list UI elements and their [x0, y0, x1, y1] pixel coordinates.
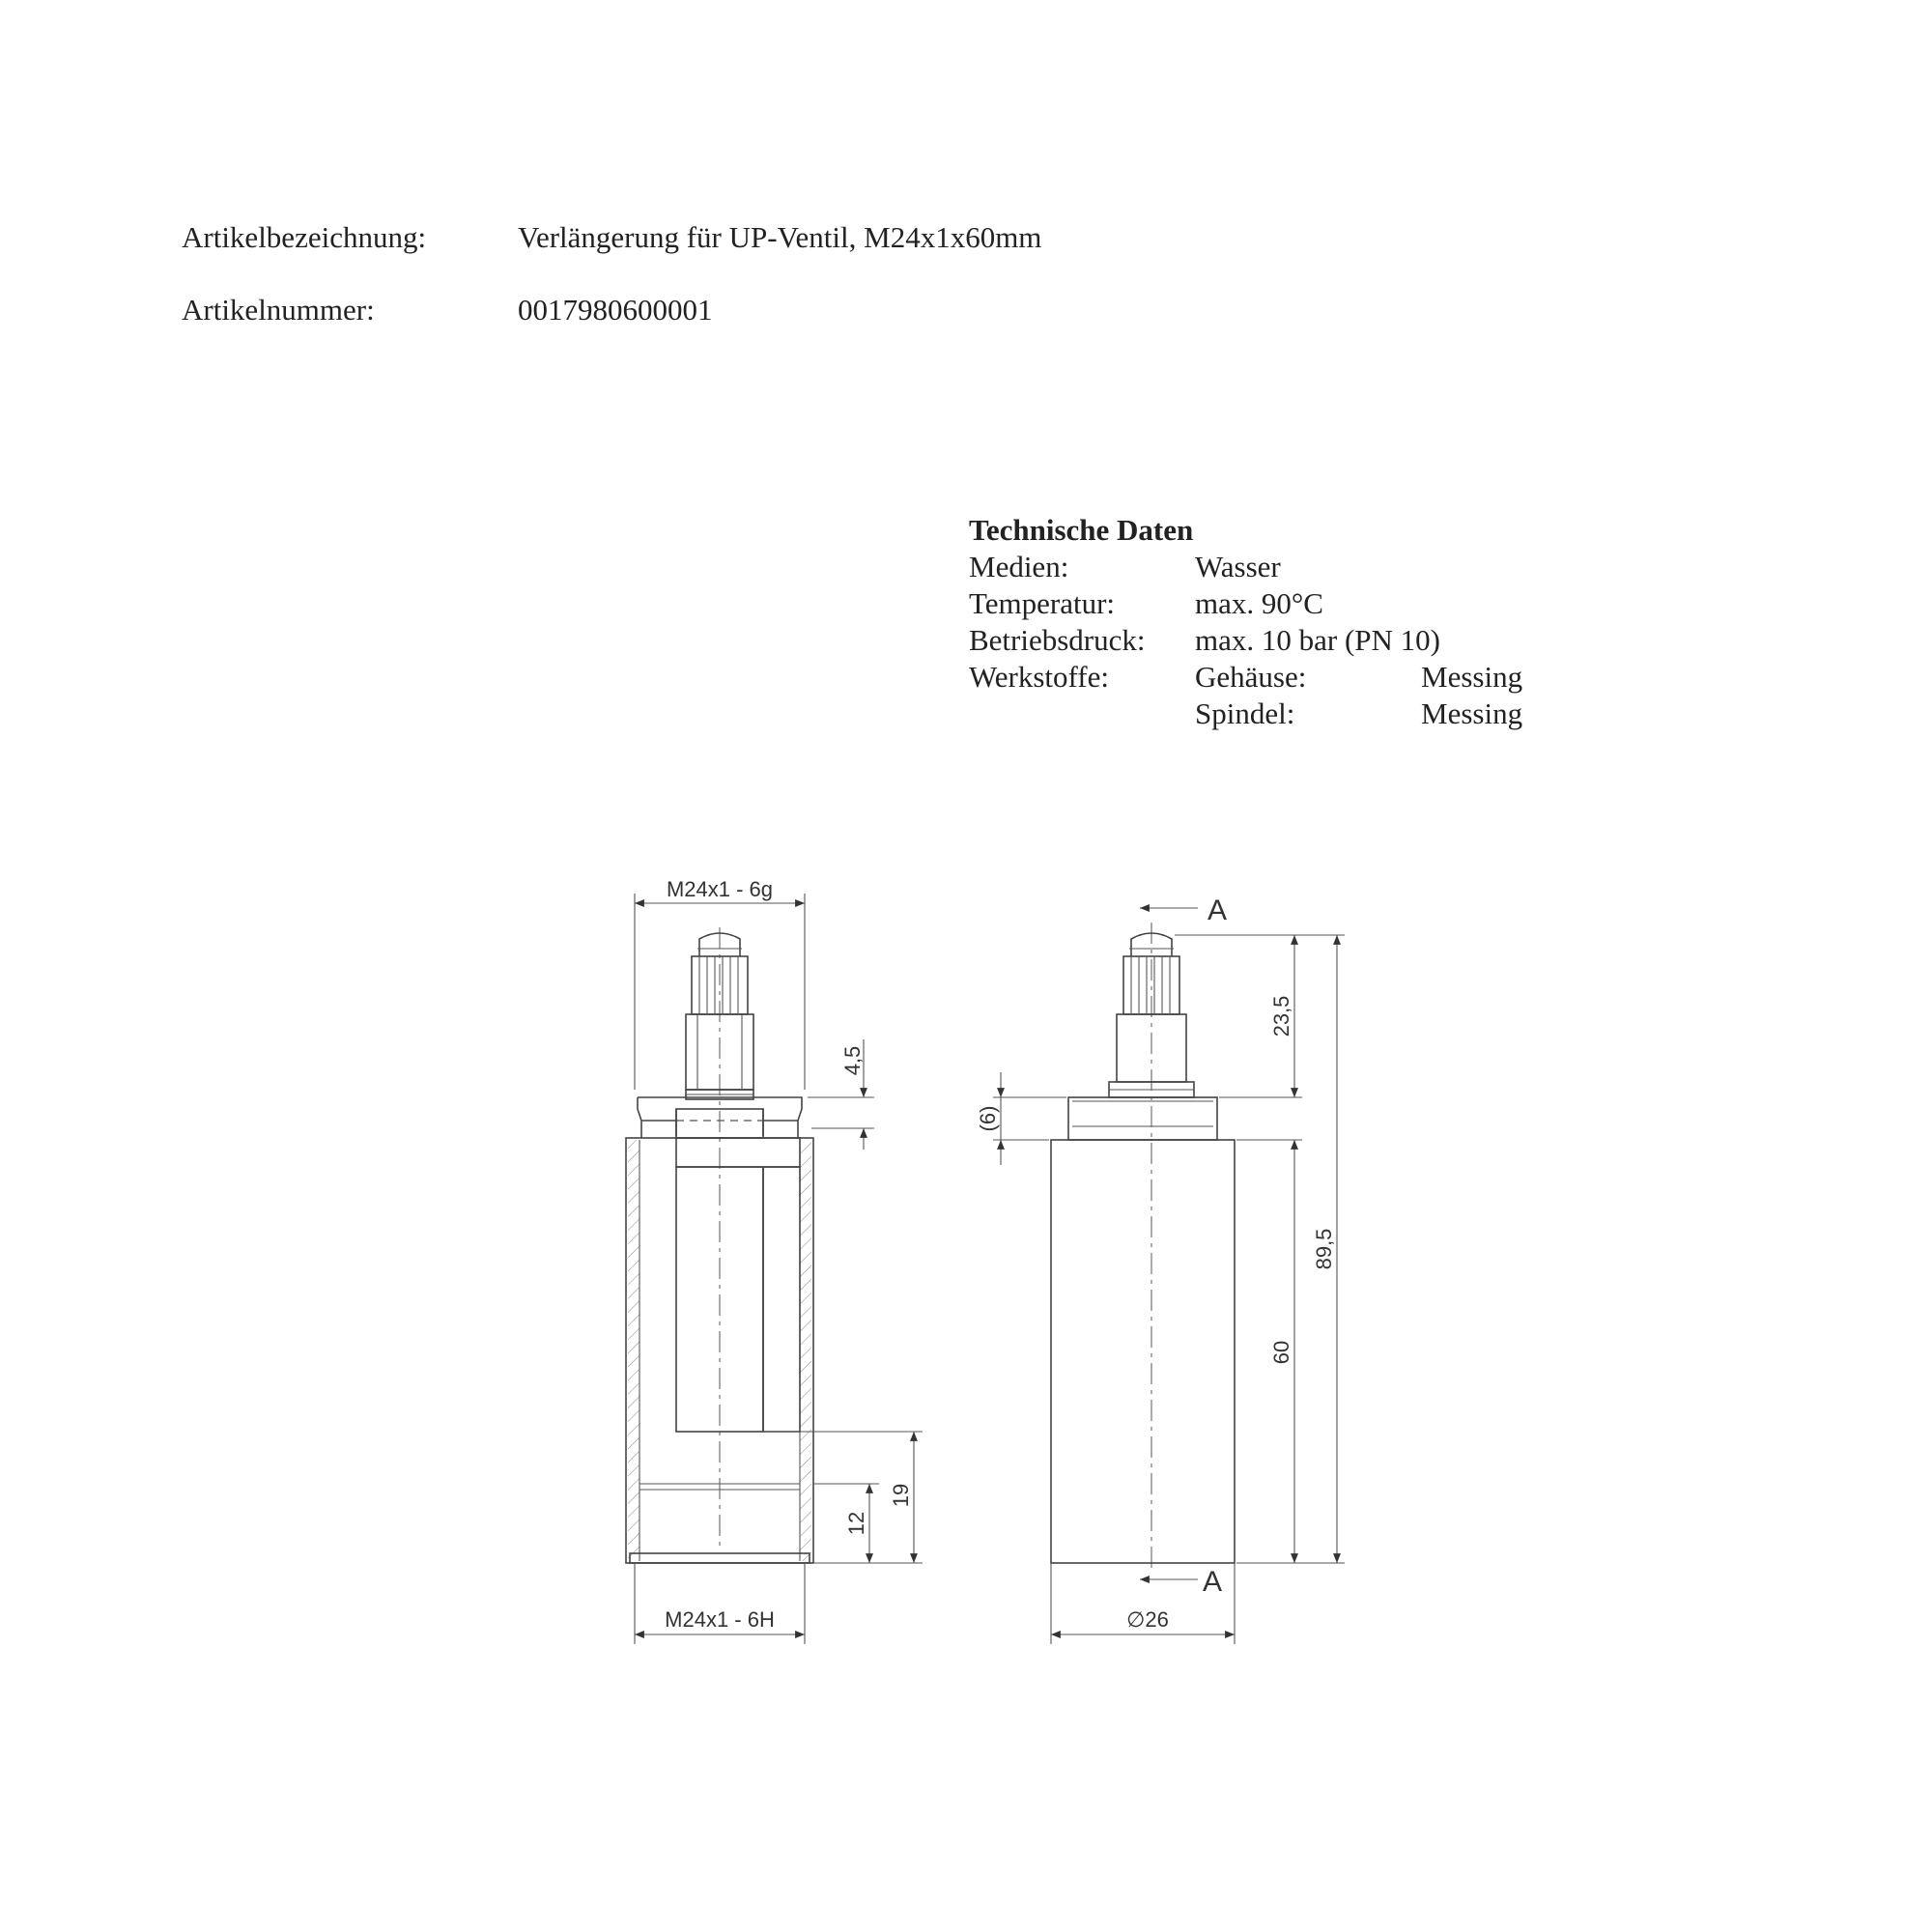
exterior-view: [976, 895, 1345, 1644]
media-label: Medien:: [969, 550, 1069, 583]
article-designation-value: Verlängerung für UP-Ventil, M24x1x60mm: [518, 220, 1042, 254]
pressure-label: Betriebsdruck:: [969, 623, 1146, 657]
dim-19: 19: [889, 1483, 913, 1508]
section-label-bottom: A: [1203, 1566, 1223, 1598]
wall-hatch-left: [628, 1140, 639, 1561]
dim-23-5: 23,5: [1269, 995, 1293, 1037]
materials-label: Werkstoffe:: [969, 660, 1109, 694]
section-label-top: A: [1208, 895, 1228, 926]
spindle-label: Spindel:: [1195, 696, 1295, 730]
tech-heading: Technische Daten: [969, 513, 1194, 547]
dim-12: 12: [844, 1511, 868, 1536]
article-designation-label: Artikelbezeichnung:: [182, 220, 427, 254]
outer-body-right: [1051, 1140, 1235, 1563]
dim-89-5: 89,5: [1312, 1228, 1336, 1270]
dim-thread-top: M24x1 - 6g: [666, 877, 774, 901]
flange-right: [1068, 1097, 1217, 1140]
housing-value: Messing: [1421, 660, 1523, 694]
spindle-value: Messing: [1421, 696, 1523, 730]
dim-4-5: 4,5: [840, 1045, 865, 1076]
housing-label: Gehäuse:: [1195, 660, 1307, 694]
dim-6: (6): [976, 1105, 1000, 1132]
article-number-value: 0017980600001: [518, 293, 713, 327]
dim-60: 60: [1269, 1340, 1293, 1365]
pressure-value: max. 10 bar (PN 10): [1195, 623, 1440, 657]
section-view: [626, 877, 923, 1644]
wall-hatch-right: [800, 1140, 811, 1561]
temperature-value: max. 90°C: [1195, 586, 1323, 620]
temperature-label: Temperatur:: [969, 586, 1116, 620]
media-value: Wasser: [1195, 550, 1281, 583]
article-number-label: Artikelnummer:: [182, 293, 375, 327]
dim-thread-bottom: M24x1 - 6H: [665, 1607, 775, 1632]
dim-diameter: ∅26: [1126, 1607, 1169, 1632]
